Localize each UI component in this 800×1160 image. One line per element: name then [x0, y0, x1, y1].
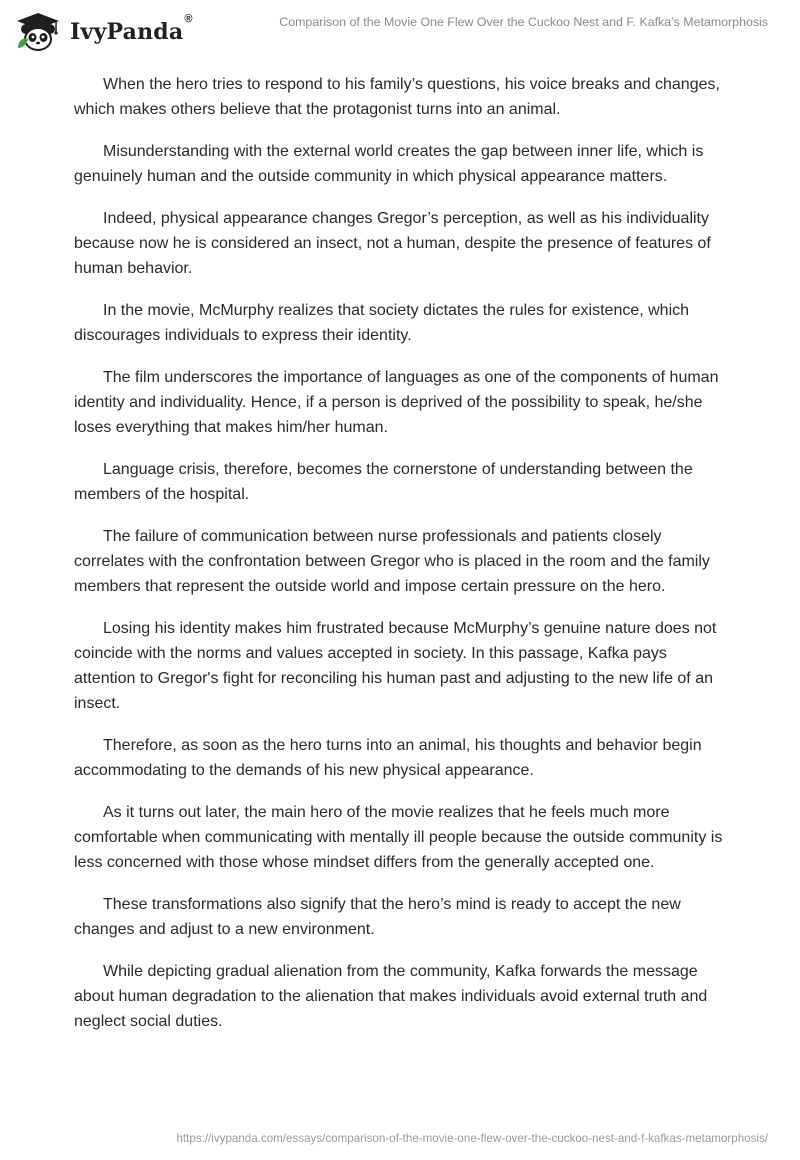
paragraph: Therefore, as soon as the hero turns into an animal, his thoughts and behavior begin accommodating to the demands of his new physical appearance. [74, 737, 702, 779]
paragraph: These transformations also signify that the hero’s mind is ready to accept the new changes and adjust to a new environment. [74, 896, 681, 938]
paragraph: Language crisis, therefore, becomes the cornerstone of understanding between the members of the hospital. [74, 461, 693, 503]
paragraph: The film underscores the importance of languages as one of the components of human identity and individuality. Hence, if a person is deprived of the possibility to speak, he/she loses everything that makes him/her human. [74, 369, 719, 436]
paragraph: As it turns out later, the main hero of the movie realizes that he feels much more comfortable when communicating with mentally ill people because the outside community is less concerned with those whose mindset differs from the generally accepted one. [74, 804, 723, 871]
essay-body [74, 72, 724, 1051]
brand-name: IvyPanda® [70, 13, 193, 45]
paragraph: When the hero tries to respond to his family’s questions, his voice breaks and changes, which makes others believe that the protagonist turns into an animal. [74, 76, 720, 118]
paragraph: In the movie, McMurphy realizes that society dictates the rules for existence, which discourages individuals to express their identity. [74, 302, 690, 344]
site-logo[interactable] [14, 12, 193, 52]
paragraph: Misunderstanding with the external world creates the gap between inner life, which is genuinely human and the outside community in which physical appearance matters. [74, 143, 704, 185]
paragraph: The failure of communication between nurse professionals and patients closely correlates with the confrontation between Gregor who is placed in the room and the family members that represent the outside world and impose certain pressure on the hero. [74, 528, 710, 595]
panda-graduate-logo-icon [14, 12, 62, 52]
paragraph: While depicting gradual alienation from the community, Kafka forwards the message about human degradation to the alienation that makes individuals avoid external truth and neglect social duties. [74, 963, 708, 1030]
registered-mark: ® [184, 13, 193, 25]
source-url[interactable]: https://ivypanda.com/essays/comparison-of-the-movie-one-flew-over-the-cuckoo-nest-and-f-kafkas-metamorphosis/ [176, 1132, 768, 1145]
paragraph: Indeed, physical appearance changes Gregor’s perception, as well as his individuality because now he is considered an insect, not a human, despite the presence of features of human behavior. [74, 210, 711, 277]
document-header-title: Comparison of the Movie One Flew Over the Cuckoo Nest and F. Kafka’s Metamorphosis [279, 15, 768, 29]
paragraph: Losing his identity makes him frustrated because McMurphy’s genuine nature does not coincide with the norms and values accepted in society. In this passage, Kafka pays attention to Gregor's fight for reconciling his human past and adjusting to the new life of an insect. [74, 620, 717, 712]
